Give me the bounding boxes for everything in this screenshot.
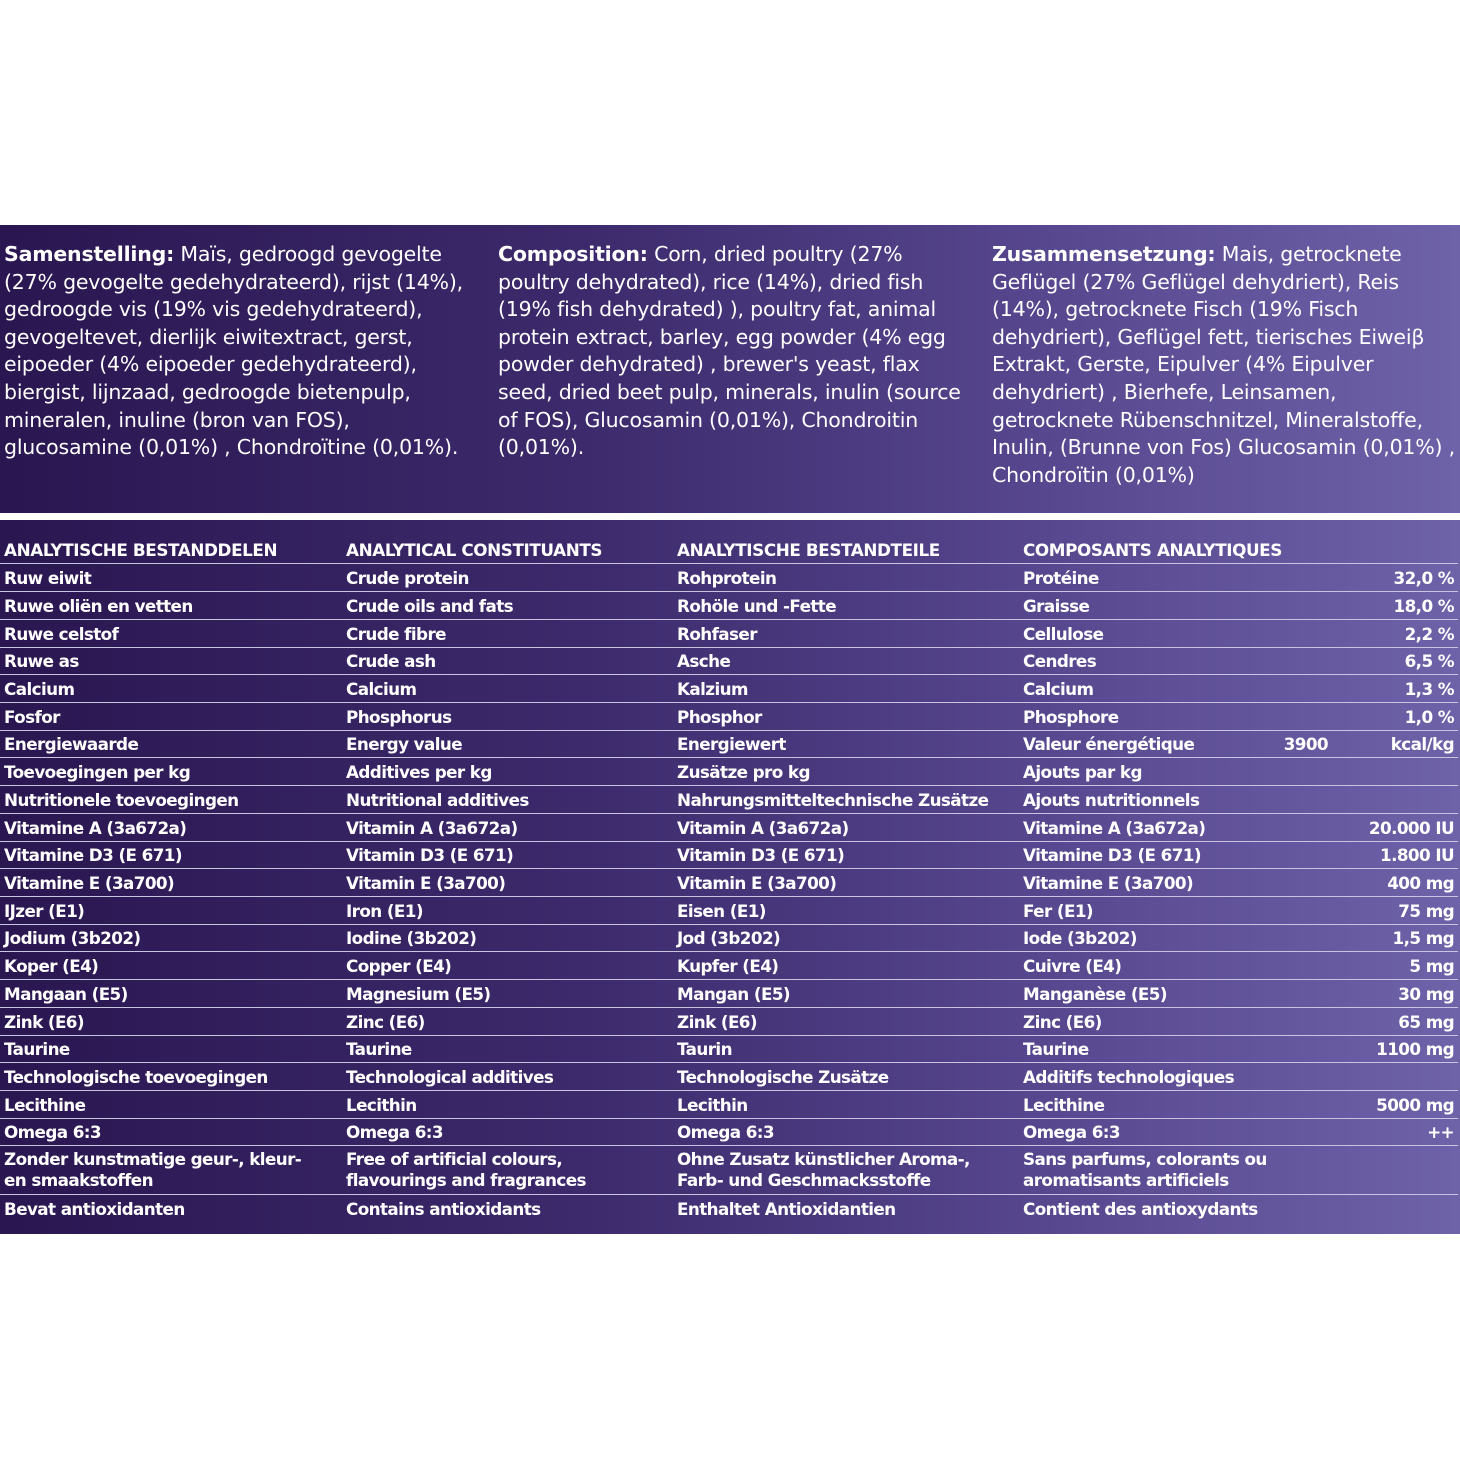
- cell-english: Copper (E4): [346, 956, 452, 976]
- table-row: [0, 1008, 1458, 1036]
- cell-english: Vitamin E (3a700): [346, 873, 506, 893]
- cell-value: 6,5 %: [1404, 651, 1454, 671]
- table-row: [0, 1195, 1458, 1223]
- cell-french: Cendres: [1023, 651, 1097, 671]
- cell-value: 1.800 IU: [1380, 845, 1454, 865]
- cell-french: Cuivre (E4): [1023, 956, 1122, 976]
- cell-german: Energiewert: [677, 734, 786, 754]
- cell-french: Taurine: [1023, 1039, 1089, 1059]
- cell-value: 400 mg: [1387, 873, 1454, 893]
- cell-value: 1100 mg: [1376, 1039, 1454, 1059]
- cell-french: Omega 6:3: [1023, 1122, 1120, 1142]
- cell-german: Vitamin E (3a700): [677, 873, 837, 893]
- table-row: [0, 869, 1458, 897]
- cell-german: Rohprotein: [677, 568, 777, 588]
- cell-value: 32,0 %: [1393, 568, 1454, 588]
- cell-french: Valeur énergétique: [1023, 734, 1195, 754]
- table-row: [0, 564, 1458, 592]
- cell-dutch: Toevoegingen per kg: [4, 762, 191, 782]
- cell-english: Lecithin: [346, 1095, 417, 1115]
- cell-german: Zink (E6): [677, 1012, 757, 1032]
- table-row: [0, 1118, 1458, 1146]
- cell-french: Lecithine: [1023, 1095, 1105, 1115]
- cell-dutch: Nutritionele toevoegingen: [4, 790, 239, 810]
- cell-dutch: Mangaan (E5): [4, 984, 128, 1004]
- column-header: COMPOSANTS ANALYTIQUES: [1023, 540, 1282, 560]
- table-row: [0, 647, 1458, 675]
- cell-english: Vitamin A (3a672a): [346, 818, 518, 838]
- cell-german: Kupfer (E4): [677, 956, 779, 976]
- analysis-table: [0, 520, 1460, 1234]
- table-row: [0, 758, 1458, 786]
- cell-dutch: Ruwe as: [4, 651, 79, 671]
- cell-french: Calcium: [1023, 679, 1094, 699]
- cell-french: Fer (E1): [1023, 901, 1093, 921]
- cell-german: Nahrungsmitteltechnische Zusätze: [677, 790, 989, 810]
- cell-number: 3900: [1283, 734, 1328, 754]
- table-row: [0, 675, 1458, 703]
- cell-german: Vitamin A (3a672a): [677, 818, 849, 838]
- cell-dutch: Energiewaarde: [4, 734, 139, 754]
- cell-dutch: Zink (E6): [4, 1012, 84, 1032]
- cell-english: Zinc (E6): [346, 1012, 425, 1032]
- table-row: [0, 1146, 1458, 1195]
- table-row: [0, 1035, 1458, 1063]
- cell-english: Iodine (3b202): [346, 928, 477, 948]
- column-header: ANALYTICAL CONSTITUANTS: [346, 540, 603, 560]
- composition-german: [992, 241, 1458, 489]
- table-row: [0, 980, 1458, 1008]
- column-header: ANALYTISCHE BESTANDTEILE: [677, 540, 940, 560]
- cell-dutch: IJzer (E1): [4, 901, 85, 921]
- cell-value: 18,0 %: [1393, 596, 1454, 616]
- cell-german: Technologische Zusätze: [677, 1067, 889, 1087]
- cell-english: Technological additives: [346, 1067, 554, 1087]
- cell-german: Rohfaser: [677, 624, 757, 644]
- cell-french: Ajouts nutritionnels: [1023, 790, 1200, 810]
- column-header: ANALYTISCHE BESTANDDELEN: [4, 540, 278, 560]
- cell-value: 2,2 %: [1404, 624, 1454, 644]
- composition-label: Composition:: [498, 242, 648, 266]
- cell-german: Lecithin: [677, 1095, 748, 1115]
- cell-french: Vitamine A (3a672a): [1023, 818, 1206, 838]
- cell-value: ++: [1427, 1122, 1454, 1142]
- cell-english: Phosphorus: [346, 707, 452, 727]
- cell-english: Iron (E1): [346, 901, 423, 921]
- composition-panel: [0, 225, 1460, 513]
- cell-value: kcal/kg: [1390, 734, 1454, 754]
- table-row: [0, 786, 1458, 814]
- cell-french: Phosphore: [1023, 707, 1119, 727]
- table-row: [0, 1063, 1458, 1091]
- cell-german: Eisen (E1): [677, 901, 766, 921]
- cell-english: Taurine: [346, 1039, 412, 1059]
- cell-dutch: Koper (E4): [4, 956, 99, 976]
- composition-label: Samenstelling:: [4, 242, 175, 266]
- table-row: [0, 952, 1458, 980]
- cell-french: Zinc (E6): [1023, 1012, 1102, 1032]
- table-row: [0, 592, 1458, 620]
- cell-french: Ajouts par kg: [1023, 762, 1142, 782]
- table-row: [0, 924, 1458, 952]
- table-row: [0, 814, 1458, 842]
- cell-french: Graisse: [1023, 596, 1090, 616]
- table-row: [0, 730, 1458, 758]
- cell-english: Free of artificial colours, flavourings and fragrances: [346, 1149, 586, 1190]
- cell-dutch: Ruwe oliën en vetten: [4, 596, 193, 616]
- table-row: [0, 620, 1458, 648]
- cell-value: 5000 mg: [1376, 1095, 1454, 1115]
- cell-english: Omega 6:3: [346, 1122, 443, 1142]
- cell-french: Vitamine D3 (E 671): [1023, 845, 1201, 865]
- composition-english: [498, 241, 970, 462]
- composition-label: Zusammensetzung:: [992, 242, 1216, 266]
- cell-german: Rohöle und -Fette: [677, 596, 837, 616]
- cell-value: 30 mg: [1398, 984, 1454, 1004]
- cell-value: 20.000 IU: [1368, 818, 1454, 838]
- cell-german: Phosphor: [677, 707, 762, 727]
- cell-value: 75 mg: [1398, 901, 1454, 921]
- composition-text: Corn, dried poultry (27% poultry dehydrated), rice (14%), dried fish (19% fish dehydrated) ), poultry fat, animal protein extract, barley, egg powder (4% egg powder dehydrated) , brewer's yeast, flax seed, dried beet pulp, minerals, inulin (source of FOS), Glucosamin (0,01%), Chondroitin (0,01%).: [498, 242, 961, 460]
- cell-french: Contient des antioxydants: [1023, 1199, 1258, 1219]
- cell-value: 65 mg: [1398, 1012, 1454, 1032]
- cell-english: Contains antioxidants: [346, 1199, 541, 1219]
- cell-value: 1,5 mg: [1392, 928, 1454, 948]
- cell-german: Vitamin D3 (E 671): [677, 845, 845, 865]
- cell-dutch: Calcium: [4, 679, 75, 699]
- cell-value: 1,0 %: [1404, 707, 1454, 727]
- cell-dutch: Omega 6:3: [4, 1122, 101, 1142]
- cell-dutch: Ruwe celstof: [4, 624, 119, 644]
- cell-english: Crude ash: [346, 651, 436, 671]
- cell-dutch: Vitamine A (3a672a): [4, 818, 187, 838]
- composition-dutch: [4, 241, 474, 462]
- table-header-row: [0, 536, 1458, 564]
- cell-german: Enthaltet Antioxidantien: [677, 1199, 896, 1219]
- cell-dutch: Zonder kunstmatige geur-, kleur- en smaakstoffen: [4, 1149, 302, 1190]
- cell-dutch: Technologische toevoegingen: [4, 1067, 268, 1087]
- cell-german: Kalzium: [677, 679, 748, 699]
- table-row: [0, 1091, 1458, 1119]
- cell-dutch: Taurine: [4, 1039, 70, 1059]
- cell-english: Vitamin D3 (E 671): [346, 845, 514, 865]
- cell-english: Energy value: [346, 734, 463, 754]
- table-row: [0, 841, 1458, 869]
- cell-english: Additives per kg: [346, 762, 492, 782]
- cell-dutch: Fosfor: [4, 707, 60, 727]
- composition-text: Maïs, gedroogd gevogelte (27% gevogelte gedehydrateerd), rijst (14%), gedroogde vis (19% vis gedehydrateerd), gevogeltevet, dierlijk eiwitextract, gerst, eipoeder (4% eipoeder gedehydrateerd), biergist, lijnzaad, gedroogde bietenpulp, mineralen, inuline (bron van FOS), glucosamine (0,01%) , Chondroïtine (0,01%).: [4, 242, 463, 460]
- cell-german: Jod (3b202): [677, 928, 781, 948]
- cell-german: Omega 6:3: [677, 1122, 774, 1142]
- cell-german: Mangan (E5): [677, 984, 790, 1004]
- cell-dutch: Bevat antioxidanten: [4, 1199, 185, 1219]
- cell-french: Manganèse (E5): [1023, 984, 1167, 1004]
- composition-text: Mais, getrocknete Geflügel (27% Geflügel dehydriert), Reis (14%), getrocknete Fisch (19% Fisch dehydriert), Geflügel fett, tierisches Eiweiβ Extrakt, Gerste, Eipulver (4% Eipulver dehydriert) , Bierhefe, Leinsamen, getrocknete Rübenschnitzel, Mineralstoffe, Inulin, (Brunne von Fos) Glucosamin (0,01%) , Chondroïtin (0,01%): [992, 242, 1455, 487]
- cell-english: Nutritional additives: [346, 790, 529, 810]
- cell-english: Magnesium (E5): [346, 984, 491, 1004]
- cell-french: Vitamine E (3a700): [1023, 873, 1194, 893]
- cell-german: Taurin: [677, 1039, 732, 1059]
- cell-french: Additifs technologiques: [1023, 1067, 1235, 1087]
- cell-english: Crude oils and fats: [346, 596, 513, 616]
- cell-french: Sans parfums, colorants ou aromatisants artificiels: [1023, 1149, 1267, 1190]
- cell-dutch: Lecithine: [4, 1095, 86, 1115]
- cell-french: Cellulose: [1023, 624, 1104, 644]
- cell-french: Protéine: [1023, 568, 1099, 588]
- cell-french: Iode (3b202): [1023, 928, 1137, 948]
- table-row: [0, 897, 1458, 925]
- cell-english: Crude fibre: [346, 624, 446, 644]
- cell-german: Ohne Zusatz künstlicher Aroma-, Farb- und Geschmacksstoffe: [677, 1149, 970, 1190]
- cell-dutch: Vitamine E (3a700): [4, 873, 175, 893]
- table-row: [0, 703, 1458, 731]
- cell-english: Calcium: [346, 679, 417, 699]
- cell-german: Asche: [677, 651, 731, 671]
- cell-dutch: Ruw eiwit: [4, 568, 92, 588]
- cell-dutch: Jodium (3b202): [4, 928, 141, 948]
- cell-value: 1,3 %: [1404, 679, 1454, 699]
- cell-german: Zusätze pro kg: [677, 762, 810, 782]
- cell-value: 5 mg: [1409, 956, 1454, 976]
- cell-english: Crude protein: [346, 568, 469, 588]
- cell-dutch: Vitamine D3 (E 671): [4, 845, 182, 865]
